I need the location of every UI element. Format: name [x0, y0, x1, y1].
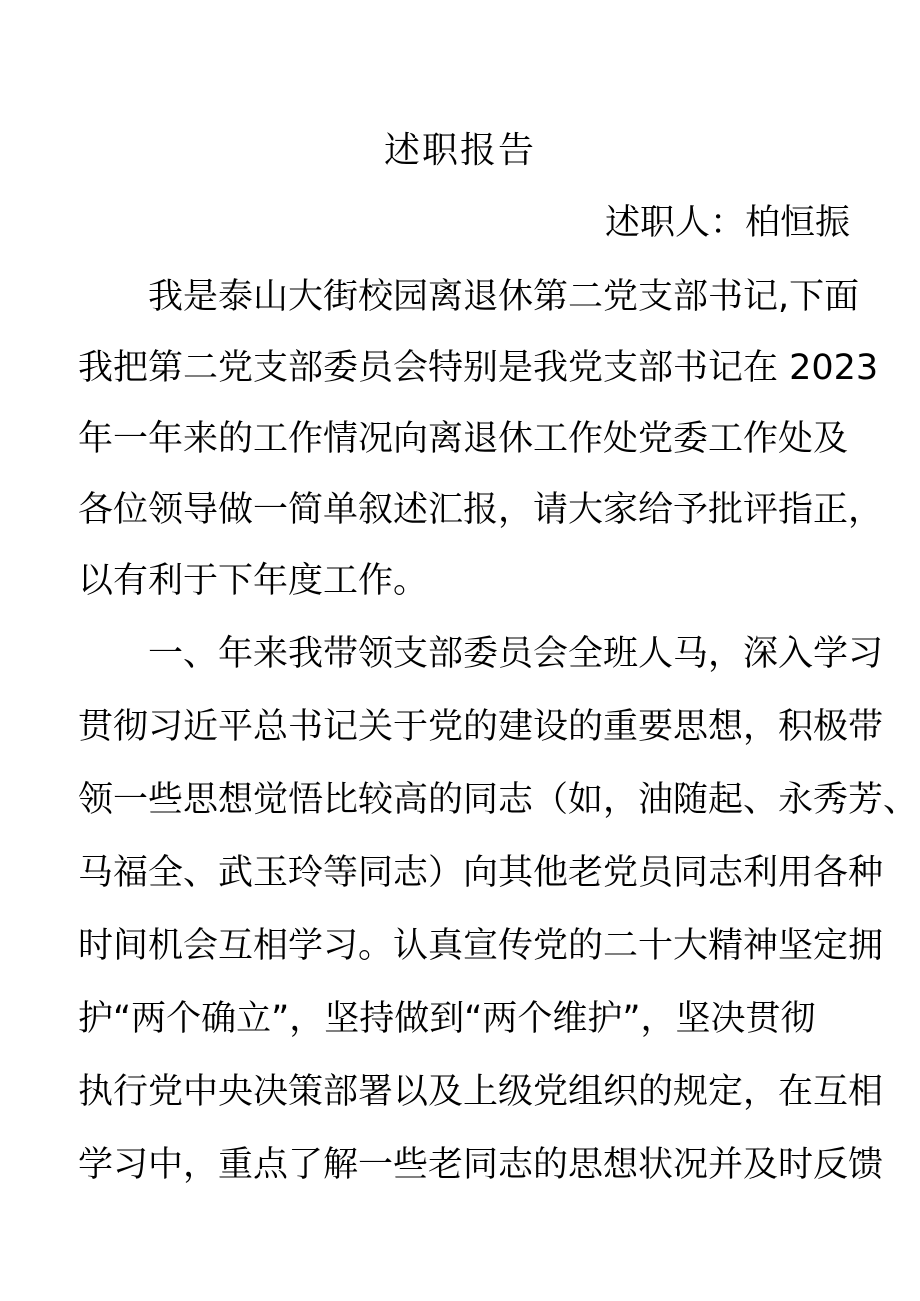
paragraph-1-line: 以有利于下年度工作。 — [78, 561, 429, 601]
paragraph-1-line: 年一年来的工作情况向离退休工作处党委工作处及 — [78, 419, 849, 459]
paragraph-2-line: 执行党中央决策部署以及上级党组织的规定，在互相 — [78, 1072, 884, 1112]
paragraph-2-line: 一、年来我带领支部委员会全班人马，深入学习 — [148, 634, 884, 674]
document-title: 述职报告 — [383, 130, 536, 171]
paragraph-2-line: 贯彻习近平总书记关于党的建设的重要思想，积极带 — [78, 707, 884, 747]
paragraph-2-line: 马福全、武玉玲等同志）向其他老党员同志利用各种 — [78, 853, 884, 893]
paragraph-2-line: 学习中，重点了解一些老同志的思想状况并及时反馈 — [78, 1145, 884, 1185]
paragraph-1-line: 我把第二党支部委员会特别是我党支部书记在 2023 — [78, 348, 879, 388]
paragraph-2-line: 领一些思想觉悟比较高的同志（如，油随起、永秀芳、 — [78, 780, 919, 820]
paragraph-2-line: 时间机会互相学习。认真宣传党的二十大精神坚定拥 — [78, 926, 884, 966]
document-byline: 述职人：柏恒振 — [604, 203, 850, 243]
paragraph-2-line: 护“两个确立”，坚持做到“两个维护”，坚决贯彻 — [78, 999, 816, 1039]
paragraph-1-line: 各位领导做一简单叙述汇报，请大家给予批评指正， — [78, 490, 884, 530]
paragraph-1-line: 我是泰山大街校园离退休第二党支部书记,下面 — [148, 277, 860, 317]
